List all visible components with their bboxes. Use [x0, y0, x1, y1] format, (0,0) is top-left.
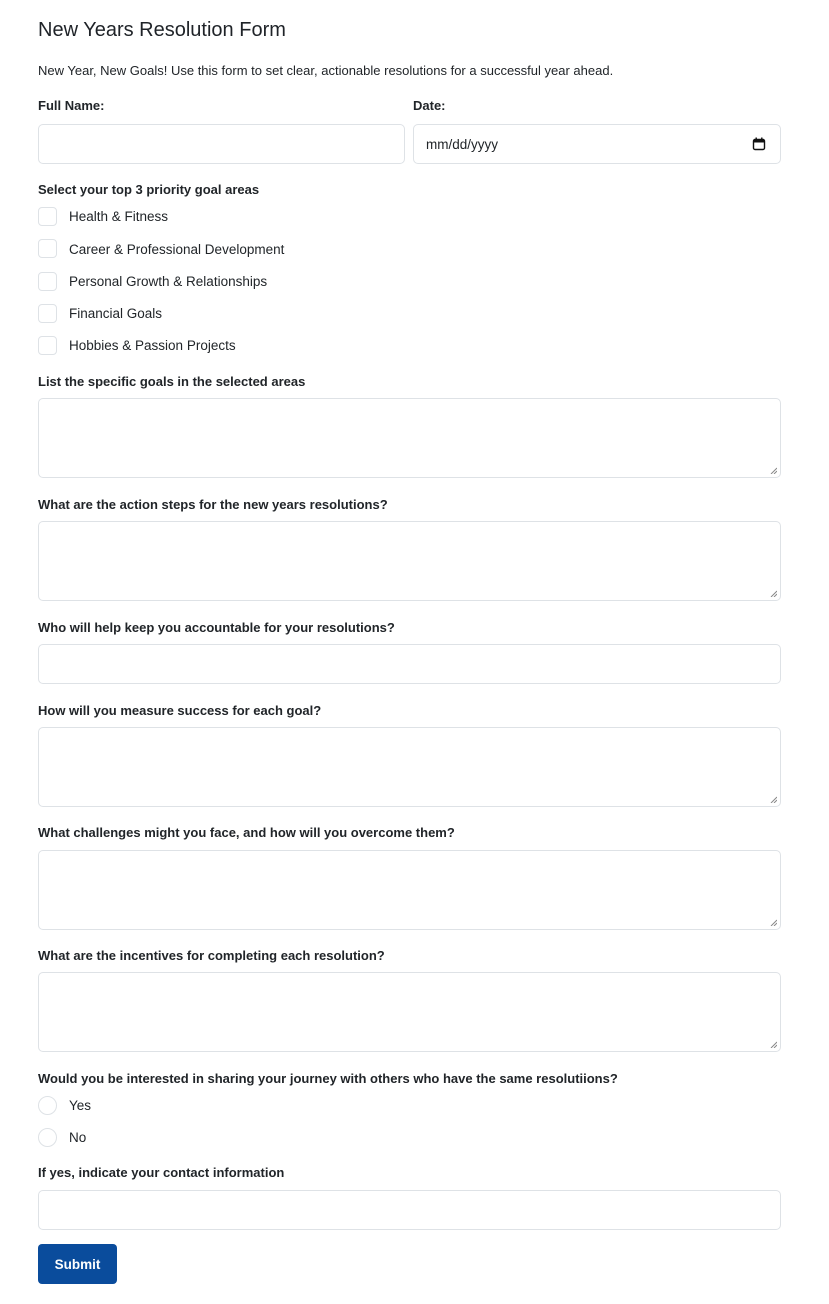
- accountable-label: Who will help keep you accountable for your resolutions?: [38, 620, 395, 635]
- action-steps-label: What are the action steps for the new years resolutions?: [38, 497, 388, 512]
- checkbox-label: Hobbies & Passion Projects: [69, 338, 236, 353]
- resize-grip-icon[interactable]: [770, 467, 777, 474]
- resize-grip-icon[interactable]: [770, 1041, 777, 1048]
- date-input[interactable]: [413, 124, 781, 164]
- resize-grip-icon[interactable]: [770, 590, 777, 597]
- date-label: Date:: [413, 98, 446, 113]
- challenges-label: What challenges might you face, and how will you overcome them?: [38, 825, 455, 840]
- accountable-input[interactable]: [38, 644, 781, 684]
- checkbox[interactable]: [38, 207, 57, 226]
- submit-button[interactable]: Submit: [38, 1244, 117, 1284]
- goal-areas-label: Select your top 3 priority goal areas: [38, 182, 260, 197]
- checkbox-label: Career & Professional Development: [69, 242, 285, 257]
- checkbox-label: Personal Growth & Relationships: [69, 274, 268, 289]
- radio-button[interactable]: [38, 1096, 57, 1115]
- sharing-label: Would you be interested in sharing your journey with others who have the same resolutiions?: [38, 1071, 618, 1086]
- date-placeholder: mm/dd/yyyy: [426, 137, 499, 152]
- radio-label: Yes: [69, 1098, 92, 1113]
- radio-button[interactable]: [38, 1128, 57, 1147]
- specific-goals-textarea[interactable]: [38, 398, 781, 478]
- full-name-label: Full Name:: [38, 98, 105, 113]
- measure-textarea[interactable]: [38, 727, 781, 807]
- measure-label: How will you measure success for each goal?: [38, 703, 322, 718]
- contact-input[interactable]: [38, 1190, 781, 1230]
- resize-grip-icon[interactable]: [770, 919, 777, 926]
- checkbox[interactable]: [38, 239, 57, 258]
- checkbox[interactable]: [38, 272, 57, 291]
- action-steps-textarea[interactable]: [38, 521, 781, 601]
- full-name-input[interactable]: [38, 124, 405, 164]
- incentives-label: What are the incentives for completing each resolution?: [38, 948, 385, 963]
- contact-label: If yes, indicate your contact information: [38, 1165, 285, 1180]
- checkbox[interactable]: [38, 336, 57, 355]
- calendar-icon[interactable]: [752, 137, 766, 156]
- resize-grip-icon[interactable]: [770, 796, 777, 803]
- radio-label: No: [69, 1130, 87, 1145]
- specific-goals-label: List the specific goals in the selected areas: [38, 374, 306, 389]
- form-title: New Years Resolution Form: [38, 19, 286, 41]
- checkbox-label: Health & Fitness: [69, 209, 169, 224]
- checkbox-label: Financial Goals: [69, 306, 163, 321]
- challenges-textarea[interactable]: [38, 850, 781, 930]
- checkbox[interactable]: [38, 304, 57, 323]
- incentives-textarea[interactable]: [38, 972, 781, 1052]
- form-description: New Year, New Goals! Use this form to set clear, actionable resolutions for a successful year ahead.: [38, 63, 614, 78]
